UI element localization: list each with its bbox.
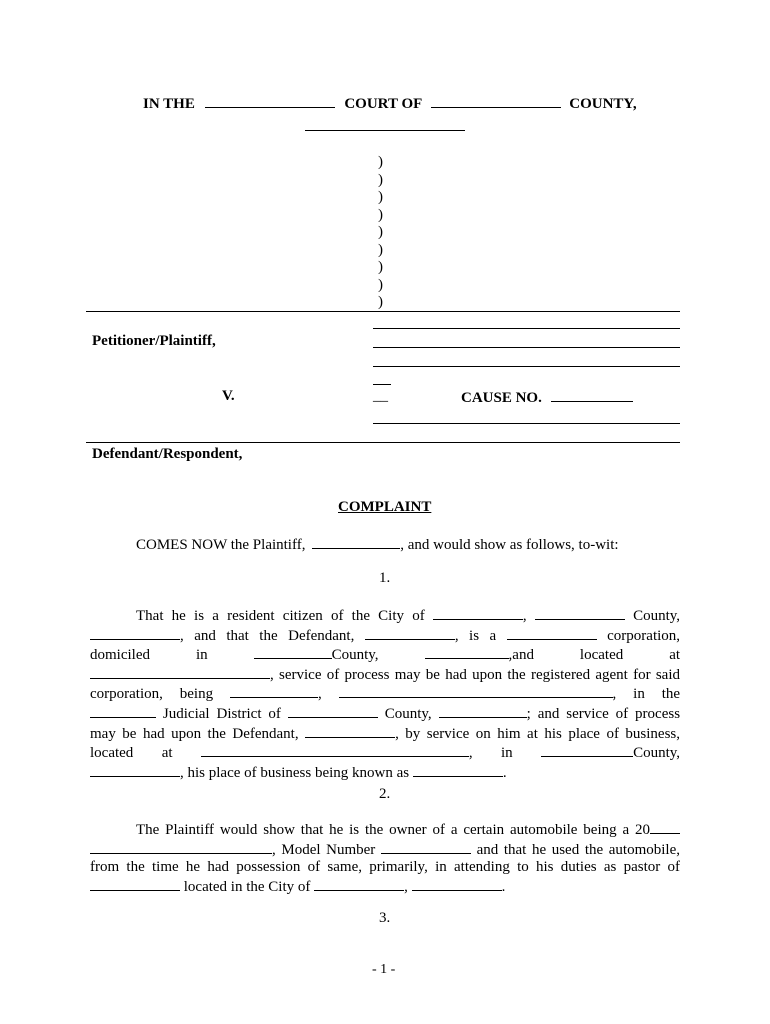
cause-no-label: CAUSE NO.: [461, 390, 542, 406]
paren: ): [378, 259, 383, 275]
p1-line: , his place of business being known as .: [90, 763, 680, 783]
court-blank: [205, 94, 335, 108]
p1-line: domiciled in County, ,and located at: [90, 647, 681, 664]
caption-bottom-line: [86, 442, 680, 443]
plaintiff-name-blank: [312, 535, 400, 549]
county-blank: [431, 94, 561, 108]
paragraph-number-1: 1.: [379, 570, 391, 586]
paragraph-1: [90, 606, 680, 782]
p2-line: located in the City of , .: [90, 877, 680, 897]
p1-line: Judicial District of County, ; and service of process: [90, 704, 680, 724]
p1-line: , service of process may be had upon the registered agent for said: [90, 665, 680, 685]
paragraph-number-2: 2.: [379, 786, 391, 802]
caption-short-line: [373, 384, 391, 385]
p1-line: located at , in County,: [90, 745, 681, 762]
caption-parens: [378, 154, 383, 312]
intro-line: [136, 535, 619, 554]
versus-label: V.: [222, 388, 235, 404]
paragraph-2: [90, 820, 680, 896]
page-number: - 1 -: [372, 962, 396, 977]
p2-line: from the time he had possession of same, primarily, in attending to his duties as pastor of: [90, 859, 680, 876]
caption-right-line: [373, 366, 680, 367]
paren: ): [378, 206, 383, 223]
p1-line: corporation, being , , in the: [90, 686, 681, 703]
defendant-label: Defendant/Respondent,: [92, 446, 243, 462]
intro-text-b: , and would show as follows, to-wit:: [400, 537, 619, 553]
paren: ): [378, 224, 383, 240]
paragraph-number-3: 3.: [379, 910, 391, 926]
paren: ): [378, 154, 383, 170]
header-second-line: [305, 130, 465, 131]
p2-line: , Model Number and that he used the automobile,: [90, 840, 680, 860]
p1-line: may be had upon the Defendant, , by service on him at his place of business,: [90, 725, 681, 742]
p2-line: The Plaintiff would show that he is the owner of a certain automobile being a 20: [90, 820, 680, 840]
caption-top-line: [86, 311, 680, 312]
petitioner-label: Petitioner/Plaintiff,: [92, 333, 216, 349]
paren: ): [378, 171, 383, 188]
paren: ): [378, 189, 383, 205]
caption-right-line: [373, 423, 680, 424]
p1-line: That he is a resident citizen of the City of , County,: [136, 608, 681, 624]
paren: ): [378, 294, 383, 310]
cause-number: [461, 388, 633, 407]
paren: ): [378, 276, 383, 293]
court-of-label: COURT OF: [344, 96, 422, 112]
cause-no-blank: [551, 388, 633, 402]
intro-text-a: COMES NOW the Plaintiff,: [136, 537, 306, 553]
p1-line: , and that the Defendant, , is a corporation,: [90, 626, 680, 646]
caption-right-line: [373, 347, 680, 348]
paren: ): [378, 241, 383, 258]
court-heading: [143, 94, 637, 113]
in-the-label: IN THE: [143, 96, 195, 112]
caption-right-line: [373, 328, 680, 329]
complaint-title: COMPLAINT: [338, 499, 432, 515]
county-label: COUNTY,: [569, 96, 637, 112]
short-mark: __: [373, 388, 388, 404]
